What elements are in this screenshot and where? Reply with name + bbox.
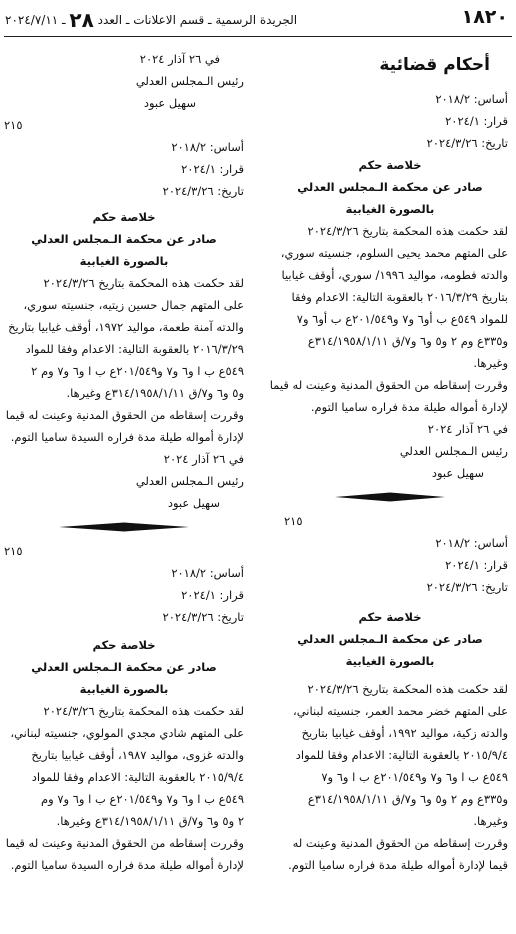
judgment-paragraph [272, 220, 508, 374]
text-line: والدته غزوى، مواليد ١٩٨٧، أوقف غيابيا بتاريخ [31, 748, 244, 762]
case-basis: أساس: ٢٠١٨/٢ [171, 140, 244, 154]
text-line: لقد حكمت هذه المحكمة بتاريخ ٢٠٢٤/٣/٢٦ [307, 224, 508, 238]
notice-number: ٢١٥ [284, 514, 303, 528]
guardian-paragraph [4, 404, 244, 448]
page-header [0, 0, 516, 32]
case-decision: قرار: ٢٠٢٤/١ [445, 558, 508, 572]
court-heading: صادر عن محكمة الـمجلس العدلي [31, 660, 217, 674]
judgment-heading: خلاصة حكم [358, 610, 422, 624]
court-heading: صادر عن محكمة الـمجلس العدلي [297, 180, 483, 194]
text-line: والدته فطومه، مواليد ١٩٩٦/ سوري، أوقف غيابيا [281, 268, 508, 282]
separator-ornament [59, 522, 189, 532]
text-line: وقررت إسقاطه من الحقوق المدنية وعينت له قيما [5, 836, 244, 850]
text-line: ٢ و٥ و٦ و٧/ق ٣١٤/١٩٥٨/١/١١ع وغيرها. [56, 814, 244, 828]
court-heading: صادر عن محكمة الـمجلس العدلي [297, 632, 483, 646]
text-line: بتاريخ ٢٠١٦/٣/٢٩ بالعقوبة التالية: الاعدام وفقا [291, 290, 508, 304]
court-heading: صادر عن محكمة الـمجلس العدلي [31, 232, 217, 246]
text-line: ٢٠١٥/٩/٤ بالعقوبة التالية: الاعدام وفقا للمواد [31, 770, 244, 784]
in-absentia-heading: بالصورة الغيابية [345, 654, 435, 668]
signature-title: رئيس الـمجلس العدلي [135, 74, 244, 88]
text-line: و٥ و٦ و٧/ق ٣١٤/١٩٥٨/١/١١ع وغيرها. [66, 386, 244, 400]
judgment-paragraph [4, 700, 244, 832]
text-line: لقد حكمت هذه المحكمة بتاريخ ٢٠٢٤/٣/٢٦ [43, 276, 244, 290]
text-line: ٢٠١٦/٣/٢٩ بالعقوبة التالية: الاعدام وفقا للمواد [25, 342, 244, 356]
right-column [269, 46, 508, 876]
text-line: ٥٤٩ع ب ا و٦ و٧ و٢٠١/٥٤٩ع ب ا و٦ و٧ [321, 770, 508, 784]
judgment-heading: خلاصة حكم [92, 638, 156, 652]
signature-date: في ٢٦ آذار ٢٠٢٤ [427, 422, 508, 436]
case-basis: أساس: ٢٠١٨/٢ [435, 536, 508, 550]
text-line: وقررت إسقاطه من الحقوق المدنية وعينت له [292, 836, 508, 850]
gazette-name: الجريدة الرسمية ـ قسم الاعلانات ـ العدد [97, 13, 298, 27]
signature-title: رئيس الـمجلس العدلي [135, 474, 244, 488]
text-line: لإدارة أمواله طيلة مدة فراره السيدة ساميا التوم. [10, 858, 244, 872]
text-line: والدته آمنة طعمة، مواليد ١٩٧٢، أوقف غيابيا بتاريخ [8, 320, 244, 334]
case-date: تاريخ: ٢٠٢٤/٣/٢٦ [162, 184, 244, 198]
text-line: لإدارة أمواله طيلة مدة فراره ساميا التوم. [310, 400, 508, 414]
issue-date: ـ ٢٠٢٤/٧/١١ [5, 13, 66, 27]
text-line: لقد حكمت هذه المحكمة بتاريخ ٢٠٢٤/٣/٢٦ [43, 704, 244, 718]
in-absentia-heading: بالصورة الغيابية [79, 682, 169, 696]
text-line: وقررت إسقاطه من الحقوق المدنية وعينت له قيما [269, 378, 508, 392]
case-date: تاريخ: ٢٠٢٤/٣/٢٦ [426, 580, 508, 594]
case-decision: قرار: ٢٠٢٤/١ [445, 114, 508, 128]
notice-number: ٢١٥ [4, 544, 23, 558]
signature-name: سهيل عبود [167, 496, 220, 510]
issue-number: ٢٨ [69, 8, 94, 32]
text-line: على المتهم شادي مجدي المولوي، جنسيته لبناني، [10, 726, 244, 740]
text-line: و٣٣٥ع وم ٢ و٥ و٦ و٧/ق ٣١٤/١٩٥٨/١/١١ع [307, 792, 508, 806]
text-line: على المتهم محمد يحيى السلوم، جنسيته سوري، [280, 246, 508, 260]
separator-ornament [335, 492, 445, 502]
guardian-paragraph [269, 374, 508, 418]
judgment-heading: خلاصة حكم [358, 158, 422, 172]
case-date: تاريخ: ٢٠٢٤/٣/٢٦ [162, 610, 244, 624]
judgment-paragraph [4, 272, 244, 404]
signature-title: رئيس الـمجلس العدلي [399, 444, 508, 458]
signature-name: سهيل عبود [431, 466, 484, 480]
gazette-title [5, 8, 297, 32]
case-basis: أساس: ٢٠١٨/٢ [435, 92, 508, 106]
notice-number: ٢١٥ [4, 118, 23, 132]
guardian-paragraph [272, 832, 508, 876]
case-date: تاريخ: ٢٠٢٤/٣/٢٦ [426, 136, 508, 150]
case-decision: قرار: ٢٠٢٤/١ [181, 588, 244, 602]
text-line: وقررت إسقاطه من الحقوق المدنية وعينت له قيما [5, 408, 244, 422]
in-absentia-heading: بالصورة الغيابية [345, 202, 435, 216]
case-basis: أساس: ٢٠١٨/٢ [171, 566, 244, 580]
text-line: للمواد ٥٤٩ع ب أو٦ و٧ و٢٠١/٥٤٩ع ب أو٦ و٧ [296, 312, 508, 326]
text-line: لإدارة أمواله طيلة مدة فراره السيدة ساميا التوم. [10, 430, 244, 444]
text-line: على المتهم جمال حسين زيتيه، جنسيته سوري، [23, 298, 244, 312]
section-title: أحكام قضائية [379, 55, 490, 75]
left-column [4, 48, 244, 876]
guardian-paragraph [4, 832, 244, 876]
judgment-paragraph [272, 678, 508, 832]
in-absentia-heading: بالصورة الغيابية [79, 254, 169, 268]
text-line: ٢٠١٥/٩/٤ بالعقوبة التالية: الاعدام وفقا للمواد [295, 748, 508, 762]
text-line: لقد حكمت هذه المحكمة بتاريخ ٢٠٢٤/٣/٢٦ [307, 682, 508, 696]
case-decision: قرار: ٢٠٢٤/١ [181, 162, 244, 176]
text-line: و٣٣٥ع وم ٢ و٥ و٦ و٧/ق ٣١٤/١٩٥٨/١/١١ع [307, 334, 508, 348]
judgment-heading: خلاصة حكم [92, 210, 156, 224]
text-line: على المتهم خضر محمد العمر، جنسيته لبناني، [293, 704, 508, 718]
text-line: قيما لإدارة أمواله طيلة مدة فراره ساميا التوم. [288, 858, 508, 872]
signature-name: سهيل عبود [143, 96, 196, 110]
signature-date: في ٢٦ آذار ٢٠٢٤ [163, 452, 244, 466]
text-line: ٥٤٩ع ب ا و٦ و٧ و٢٠١/٥٤٩ع ب ا و٦ و٧ وم [40, 792, 244, 806]
header-divider [4, 36, 512, 37]
page-number: ١٨٢٠ [461, 6, 508, 28]
signature-date: في ٢٦ آذار ٢٠٢٤ [139, 52, 220, 66]
text-line: ٥٤٩ع ب ا و٦ و٧ و٢٠١/٥٤٩ع ب ا و٦ و٧ وم ٢ [31, 364, 244, 378]
text-line: وغيرها. [473, 356, 508, 370]
text-line: وغيرها. [473, 814, 508, 828]
text-line: والدته زكية، مواليد ١٩٩٢، أوقف غيابيا بتاريخ [301, 726, 508, 740]
